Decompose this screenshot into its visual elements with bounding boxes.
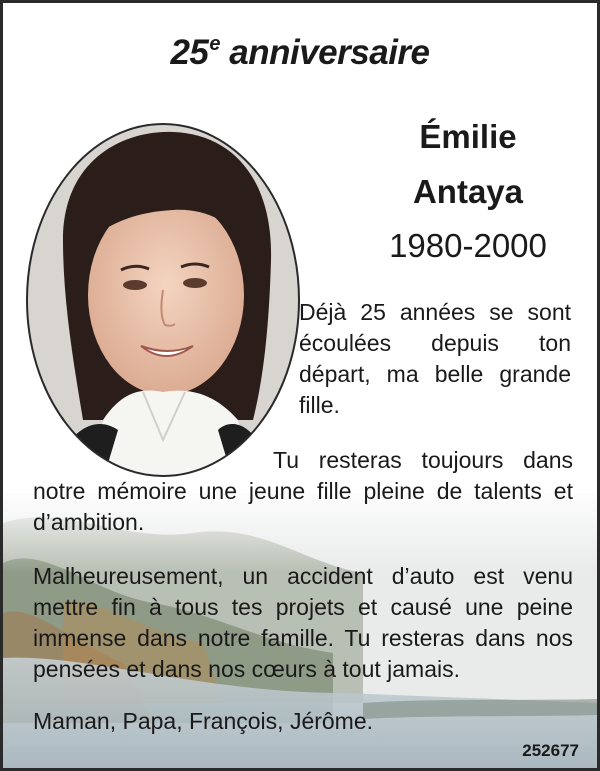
- portrait-photo: [23, 120, 303, 480]
- heading-text: anniversaire: [229, 33, 430, 72]
- family-name: Antaya: [412, 173, 524, 210]
- life-years: 1980-2000: [389, 227, 547, 264]
- tribute-paragraph: Déjà 25 années se sont écoulées depuis ton départ, ma belle grande fille.: [299, 299, 571, 418]
- tribute-paragraph: Tu resteras toujours dans notre mémoire une jeune fille pleine de talents et d’ambition.: [33, 447, 573, 535]
- tribute-paragraph: Malheureusement, un accident d’auto est venu mettre fin à tous tes projets et causé une peine immense dans notre famille. Tu resteras dans nos pensées et dans nos cœurs à tout jamais.: [33, 563, 573, 682]
- heading-superscript: e: [209, 33, 221, 55]
- reference-number: 252677: [522, 741, 579, 760]
- family-signature: Maman, Papa, François, Jérôme.: [33, 708, 374, 734]
- given-name: Émilie: [419, 118, 517, 155]
- anniversary-heading: [3, 33, 597, 73]
- heading-number: 25: [170, 33, 209, 72]
